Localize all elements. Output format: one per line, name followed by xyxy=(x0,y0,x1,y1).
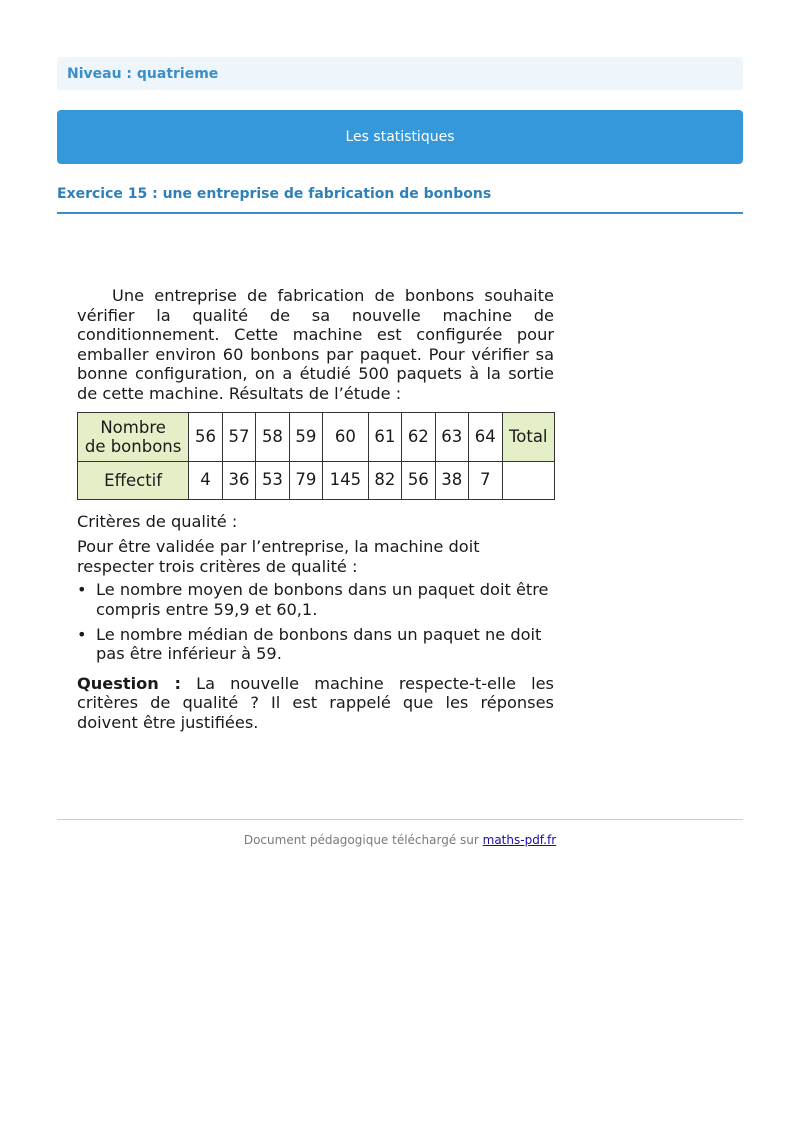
table-row xyxy=(78,412,555,461)
exercise-title: Exercice 15 : une entreprise de fabrication de bonbons xyxy=(57,186,743,214)
table-cell: 145 xyxy=(323,461,368,499)
table-cell: 60 xyxy=(323,412,368,461)
footer xyxy=(57,833,743,847)
exercise-content xyxy=(77,286,554,733)
table-cell: 57 xyxy=(222,412,255,461)
table-cell: 53 xyxy=(256,461,289,499)
header-line-1: Nombre xyxy=(100,417,166,437)
criteria-title: Critères de qualité : xyxy=(77,511,238,531)
question xyxy=(77,674,554,733)
criteria-intro: Pour être validée par l’entreprise, la machine doit respecter trois critères de qualité : xyxy=(77,537,480,576)
list-item xyxy=(77,625,554,664)
table-cell: 64 xyxy=(469,412,502,461)
table-cell: 36 xyxy=(222,461,255,499)
footer-text: Document pédagogique téléchargé sur xyxy=(243,833,483,847)
criterion-text: Le nombre médian de bonbons dans un paquet ne doit pas être inférieur à 59. xyxy=(96,624,542,664)
table-cell: 62 xyxy=(402,412,435,461)
results-table xyxy=(77,412,555,500)
table-cell: 82 xyxy=(368,461,401,499)
table-cell: 61 xyxy=(368,412,401,461)
table-header-candies xyxy=(78,412,189,461)
criterion-text: Le nombre moyen de bonbons dans un paquet doit être compris entre 59,9 et 60,1. xyxy=(96,580,549,619)
table-cell: 56 xyxy=(402,461,435,499)
footer-link[interactable]: maths-pdf.fr xyxy=(482,833,557,847)
chapter-banner xyxy=(57,110,743,164)
table-cell: 59 xyxy=(289,412,322,461)
table-header-count: Effectif xyxy=(78,461,189,499)
table-cell: 79 xyxy=(289,461,322,499)
question-label: Question : xyxy=(77,673,181,693)
list-item xyxy=(77,580,554,619)
table-cell: 56 xyxy=(189,412,222,461)
chapter-title: Les statistiques xyxy=(345,129,455,145)
table-cell: 4 xyxy=(189,461,222,499)
table-cell: 38 xyxy=(435,461,468,499)
table-cell: 7 xyxy=(469,461,502,499)
table-row xyxy=(78,461,555,499)
exercise-intro: Une entreprise de fabrication de bonbons souhaite vérifier la qualité de sa nouvelle machine de conditionnement. Cette machine est configurée pour emballer environ 60 bonbons par paquet. Pour vérifier sa bonne configuration, on a étudié 500 paquets à la sortie de cette machine. Résultats de l’étude : xyxy=(77,286,554,403)
table-cell: 58 xyxy=(256,412,289,461)
table-cell: 63 xyxy=(435,412,468,461)
table-cell-total xyxy=(502,461,554,499)
header-line-2: de bonbons xyxy=(84,436,182,456)
footer-divider xyxy=(57,819,743,820)
question-text: La nouvelle machine respecte-t-elle les critères de qualité ? Il est rappelé que les réponses doivent être justifiées. xyxy=(77,673,554,732)
level-label: Niveau : quatrieme xyxy=(57,57,743,90)
table-header-total: Total xyxy=(502,412,554,461)
criteria-list xyxy=(77,580,554,663)
bullet-icon: • xyxy=(77,624,87,644)
bullet-icon: • xyxy=(77,580,87,600)
